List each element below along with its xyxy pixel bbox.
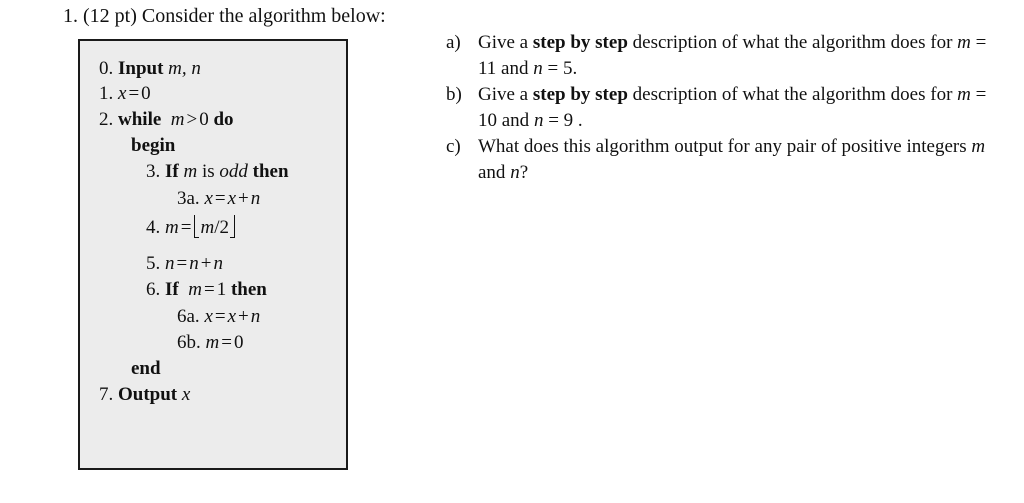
line-number: 4.: [146, 217, 161, 238]
question-c-text: [478, 134, 1006, 186]
keyword-begin: begin: [131, 135, 176, 156]
text-fragment: = 11 and: [478, 32, 987, 79]
var-n: n: [165, 253, 175, 274]
question-a-label: a): [446, 32, 461, 53]
equals-sign: =: [214, 188, 226, 209]
floor-right-bracket: [230, 215, 235, 238]
var-n: n: [250, 188, 261, 209]
var-n: n: [250, 306, 261, 327]
algo-line-1: [99, 82, 151, 106]
questions-list: [446, 30, 1006, 186]
line-number: 7.: [99, 384, 114, 405]
equals-sign: =: [221, 332, 232, 353]
equals-sign: =: [214, 306, 226, 327]
emphasis-step-by-step: step by step: [532, 32, 628, 53]
question-b-label: b): [446, 84, 462, 105]
var-m: m: [971, 136, 986, 157]
keyword-end: end: [131, 358, 161, 379]
question-c-label: c): [446, 136, 461, 157]
algo-line-5: [146, 252, 223, 276]
line-number: 5.: [146, 253, 161, 274]
text-fragment: description of what the algorithm does for: [627, 84, 958, 105]
keyword-if: If: [165, 279, 179, 300]
var-x: x: [204, 306, 213, 327]
algo-line-3a: [177, 187, 260, 211]
question-c: [446, 134, 1006, 186]
keyword-input: Input: [118, 58, 164, 79]
question-b: [446, 82, 1006, 134]
algo-line-2: [99, 108, 234, 132]
text-fragment: description of what the algorithm does for: [627, 32, 958, 53]
equals-sign: =: [180, 217, 192, 238]
keyword-do: do: [213, 109, 234, 130]
algo-line-begin: [131, 134, 175, 158]
var-m: m: [200, 217, 215, 238]
line-number: 6.: [146, 279, 161, 300]
floor-left-bracket: [194, 215, 199, 238]
keyword-then: then: [252, 161, 289, 182]
var-n: n: [533, 58, 543, 79]
var-m: m: [170, 109, 185, 130]
question-heading: 1. (12 pt) Consider the algorithm below:: [63, 5, 386, 27]
line-number: 6a.: [177, 306, 200, 327]
keyword-output: Output: [118, 384, 178, 405]
question-b-text: [478, 82, 1006, 134]
input-vars: m, n: [168, 58, 201, 79]
value-zero: 0: [233, 332, 244, 353]
word-odd: odd: [219, 161, 248, 182]
keyword-while: while: [118, 109, 162, 130]
var-x: x: [118, 83, 127, 104]
plus-sign: +: [200, 253, 212, 274]
text-fragment: ?: [519, 162, 529, 183]
var-x: x: [227, 188, 237, 209]
value-zero: 0: [141, 83, 151, 104]
word-is: is: [201, 161, 215, 182]
equals-sign: =: [176, 253, 188, 274]
var-m: m: [165, 217, 179, 238]
algo-line-7: [99, 383, 190, 407]
line-number: 3a.: [177, 188, 200, 209]
plus-sign: +: [238, 306, 249, 327]
equals-sign: =: [128, 83, 140, 104]
line-number: 1.: [99, 83, 114, 104]
var-m: m: [188, 279, 202, 300]
text-fragment: What does this algorithm output for any pair of positive integers: [478, 136, 972, 157]
var-n: n: [213, 253, 223, 274]
algo-line-6a: [177, 305, 260, 329]
question-a: [446, 30, 1006, 82]
text-fragment: Give a: [478, 32, 533, 53]
equals-sign: =: [203, 279, 215, 300]
var-x: x: [227, 306, 237, 327]
emphasis-step-by-step: step by step: [532, 84, 628, 105]
divide-by-two: /2: [214, 217, 229, 238]
algo-line-0: [99, 57, 201, 81]
var-m: m: [183, 161, 198, 182]
var-x: x: [204, 188, 213, 209]
text-fragment: Give a: [478, 84, 533, 105]
question-a-text: [478, 30, 1006, 82]
text-fragment: and: [478, 162, 511, 183]
plus-sign: +: [238, 188, 249, 209]
var-n: n: [189, 253, 199, 274]
var-m: m: [957, 84, 971, 105]
text-fragment: = 10 and: [478, 84, 987, 131]
var-n: n: [533, 110, 544, 131]
line-number: 0.: [99, 58, 114, 79]
text-fragment: = 5.: [542, 58, 578, 79]
algorithm-box: [78, 39, 348, 470]
value-one: 1: [216, 279, 227, 300]
var-n: n: [510, 162, 520, 183]
keyword-if: If: [165, 161, 179, 182]
line-number: 6b.: [177, 332, 201, 353]
var-m: m: [205, 332, 220, 353]
algo-line-end: [131, 357, 161, 381]
algo-line-4: [146, 215, 236, 240]
line-number: 2.: [99, 109, 114, 130]
text-fragment: = 9 .: [543, 110, 583, 131]
algo-line-6: [146, 278, 267, 302]
line-number: 3.: [146, 161, 161, 182]
var-x: x: [181, 384, 191, 405]
greater-than-sign: >: [186, 109, 198, 130]
var-m: m: [957, 32, 971, 53]
keyword-then: then: [230, 279, 267, 300]
algo-line-3: [146, 160, 289, 184]
value-zero: 0: [199, 109, 209, 130]
algo-line-6b: [177, 331, 243, 355]
